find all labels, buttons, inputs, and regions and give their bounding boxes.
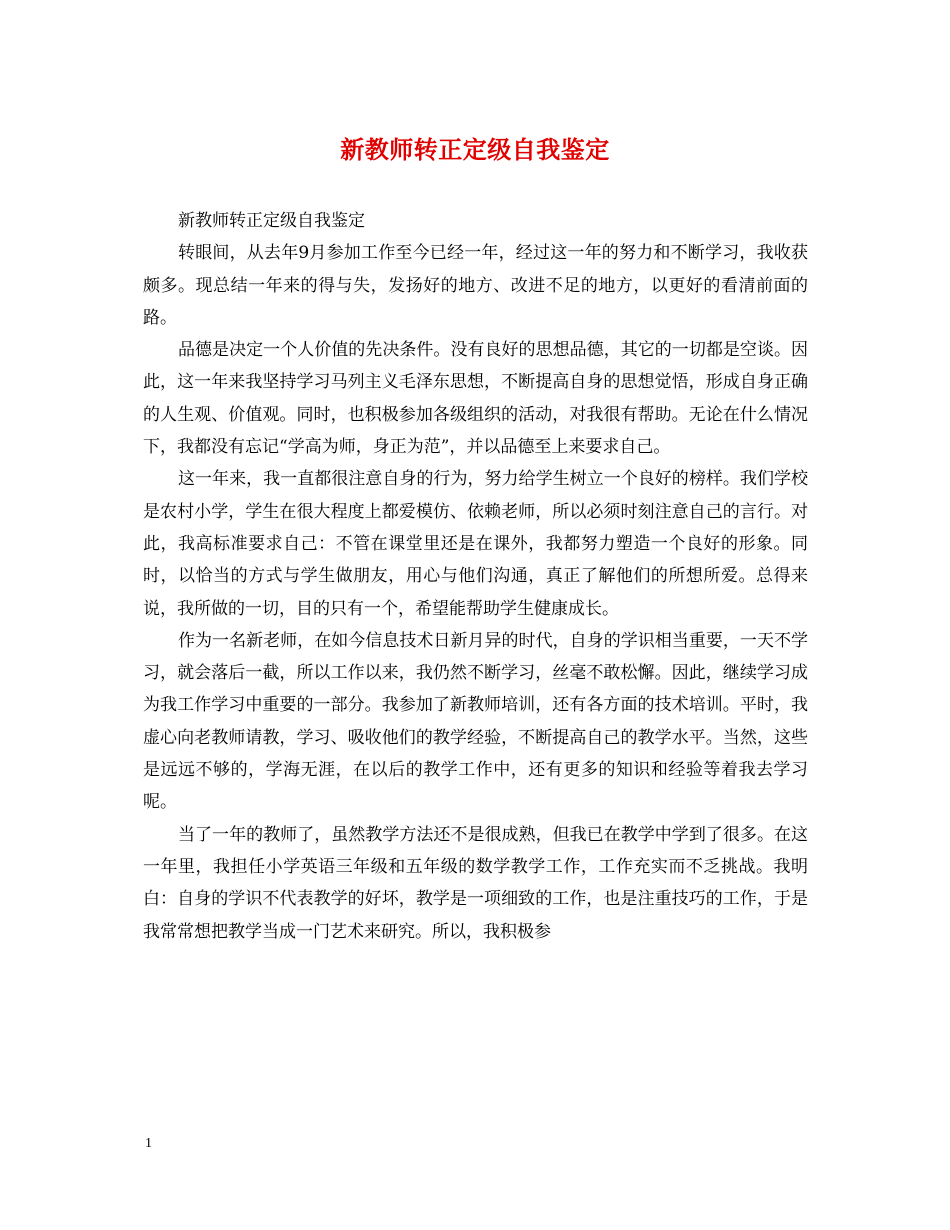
paragraph: 品德是决定一个人价值的先决条件。没有良好的思想品德，其它的一切都是空谈。因此，这一年来我坚持学习马列主义毛泽东思想，不断提高自身的思想觉悟，形成自身正确的人生观、价值观。同时，也积极参加各级组织的活动，对我很有帮助。无论在什么情况下，我都没有忘记“学高为师，身正为范”，并以品德至上来要求自己。 — [143, 340, 808, 458]
paragraph-subtitle: 新教师转正定级自我鉴定 — [178, 211, 365, 231]
paragraph: 这一年来，我一直都很注意自身的行为，努力给学生树立一个良好的榜样。我们学校是农村小学，学生在很大程度上都爱模仿、依赖老师，所以必须时刻注意自己的言行。对此，我高标准要求自己：不管在课堂里还是在课外，我都努力塑造一个良好的形象。同时，以恰当的方式与学生做朋友，用心与他们沟通，真正了解他们的所想所爱。总得来说，我所做的一切，目的只有一个，希望能帮助学生健康成长。 — [143, 469, 808, 619]
page-number: 1 — [145, 1136, 152, 1151]
document-body — [143, 205, 808, 948]
paragraph: 转眼间，从去年9月参加工作至今已经一年，经过这一年的努力和不断学习，我收获颇多。现总结一年来的得与失，发扬好的地方、改进不足的地方，以更好的看清前面的路。 — [143, 243, 808, 328]
paragraph: 当了一年的教师了，虽然教学方法还不是很成熟，但我已在教学中学到了很多。在这一年里，我担任小学英语三年级和五年级的数学教学工作，工作充实而不乏挑战。我明白：自身的学识不代表教学的好坏，教学是一项细致的工作，也是注重技巧的工作，于是我常常想把教学当成一门艺术来研究。所以，我积极参 — [143, 824, 808, 942]
paragraph: 作为一名新老师，在如今信息技术日新月异的时代，自身的学识相当重要，一天不学习，就会落后一截，所以工作以来，我仍然不断学习，丝毫不敢松懈。因此，继续学习成为我工作学习中重要的一部分。我参加了新教师培训，还有各方面的技术培训。平时，我虚心向老教师请教，学习、吸收他们的教学经验，不断提高自己的教学水平。当然，这些是远远不够的，学海无涯，在以后的教学工作中，还有更多的知识和经验等着我去学习呢。 — [143, 630, 808, 813]
document-title: 新教师转正定级自我鉴定 — [340, 135, 610, 164]
